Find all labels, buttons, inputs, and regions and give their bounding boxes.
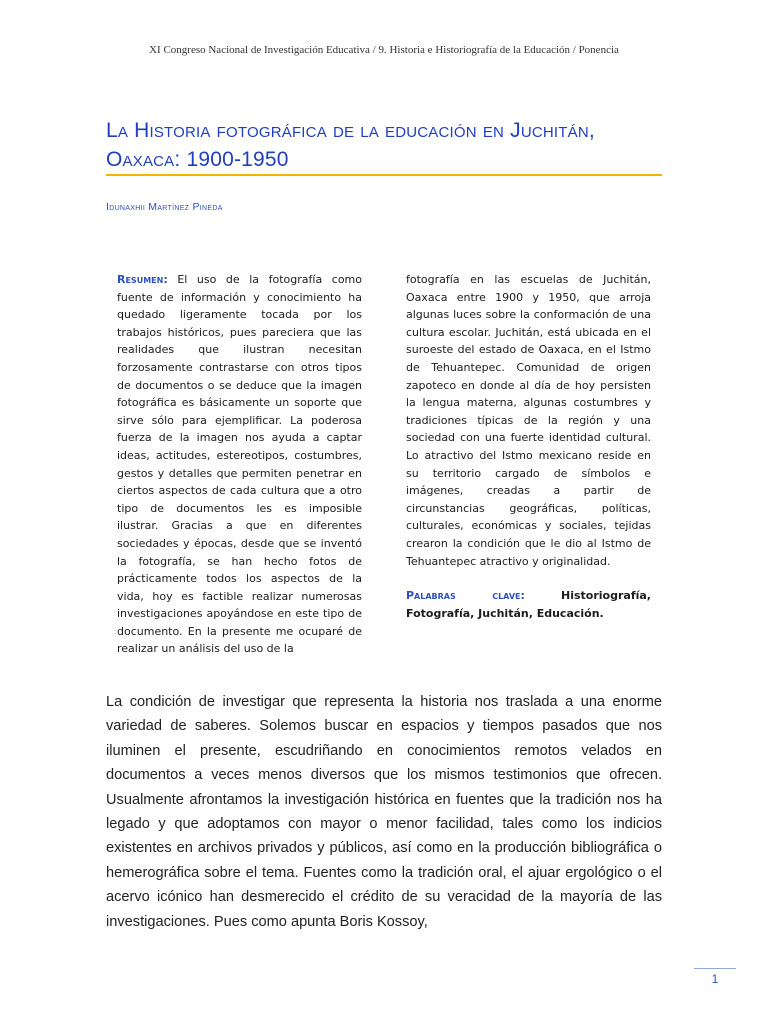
keywords: [406, 587, 651, 622]
title-divider: [106, 174, 662, 176]
article-title: La Historia fotográfica de la educación en Juchitán, Oaxaca: 1900-1950: [106, 119, 595, 171]
keywords-values: Historiografía, Fotografía, Juchitán, Educación.: [406, 589, 651, 620]
abstract-text-right: fotografía en las escuelas de Juchitán, Oaxaca entre 1900 y 1950, que arroja algunas luces sobre la conformación de una cultura escolar. Juchitán, está ubicada en el suroeste del estado de Oaxaca, en el Istmo de Tehuantepec. Comunidad de origen zapoteco en donde al día de hoy persisten la lengua materna, algunas costumbres y tradiciones típicas de la región y una sociedad con una fuerte identidad cultural. Lo atractivo del Istmo mexicano reside en su territorio cargado de símbolos e imágenes, creadas a partir de circunstancias geográficas, políticas, culturales, económicas y sociales, tejidas crearon la condición que le dio al Istmo de Tehuantepec atractivo y originalidad.: [406, 273, 651, 568]
keywords-label: Palabras clave:: [406, 589, 525, 603]
page-number-rule: [694, 968, 736, 969]
running-header: XI Congreso Nacional de Investigación Educativa / 9. Historia e Historiografía de la Educación / Ponencia: [149, 44, 619, 56]
page-number: 1: [711, 972, 719, 986]
author-name: Idunaxhii Martínez Pineda: [106, 201, 223, 213]
abstract-text-left: El uso de la fotografía como fuente de información y conocimiento ha quedado ligeramente tocada por los trabajos históricos, pues pareciera que las realidades que ilustran necesitan forzosamente contrastarse con otros tipos de documentos o se deduce que la imagen fotográfica es básicamente un soporte que sirve sólo para ejemplificar. La poderosa fuerza de la imagen nos ayuda a captar ideas, actitudes, estereotipos, costumbres, gestos y detalles que permiten penetrar en ciertos aspectos de cada cultura que a otro tipo de documentos les es imposible ilustrar. Gracias a que en diferentes sociedades y épocas, desde que se inventó la fotografía, se han hecho fotos de prácticamente todos los aspectos de la vida, hoy es factible realizar numerosas investigaciones apoyándose en este tipo de documento. En la presente me ocuparé de realizar un análisis del uso de la: [117, 273, 362, 656]
abstract-column-left: [117, 271, 362, 658]
body-paragraph: La condición de investigar que representa la historia nos traslada a una enorme variedad de saberes. Solemos buscar en espacios y tiempos pasados que nos iluminen el presente, escudriñando en conocimientos remotos velados en documentos a veces menos diversos que los mismos testimonios que ofrecen. Usualmente afrontamos la investigación histórica en fuentes que la tradición nos ha legado y que adoptamos con mayor o menor facilidad, tales como los indicios existentes en archivos privados y públicos, así como en la producción bibliográfica o hemerográfica sobre el tema. Fuentes como la tradición oral, el ajuar ergológico o el acervo icónico han desmerecido el crédito de su veracidad de la mayoría de las investigaciones. Pues como apunta Boris Kossoy,: [106, 694, 662, 930]
abstract-label: Resumen:: [117, 273, 168, 286]
abstract-column-right: [406, 271, 651, 622]
